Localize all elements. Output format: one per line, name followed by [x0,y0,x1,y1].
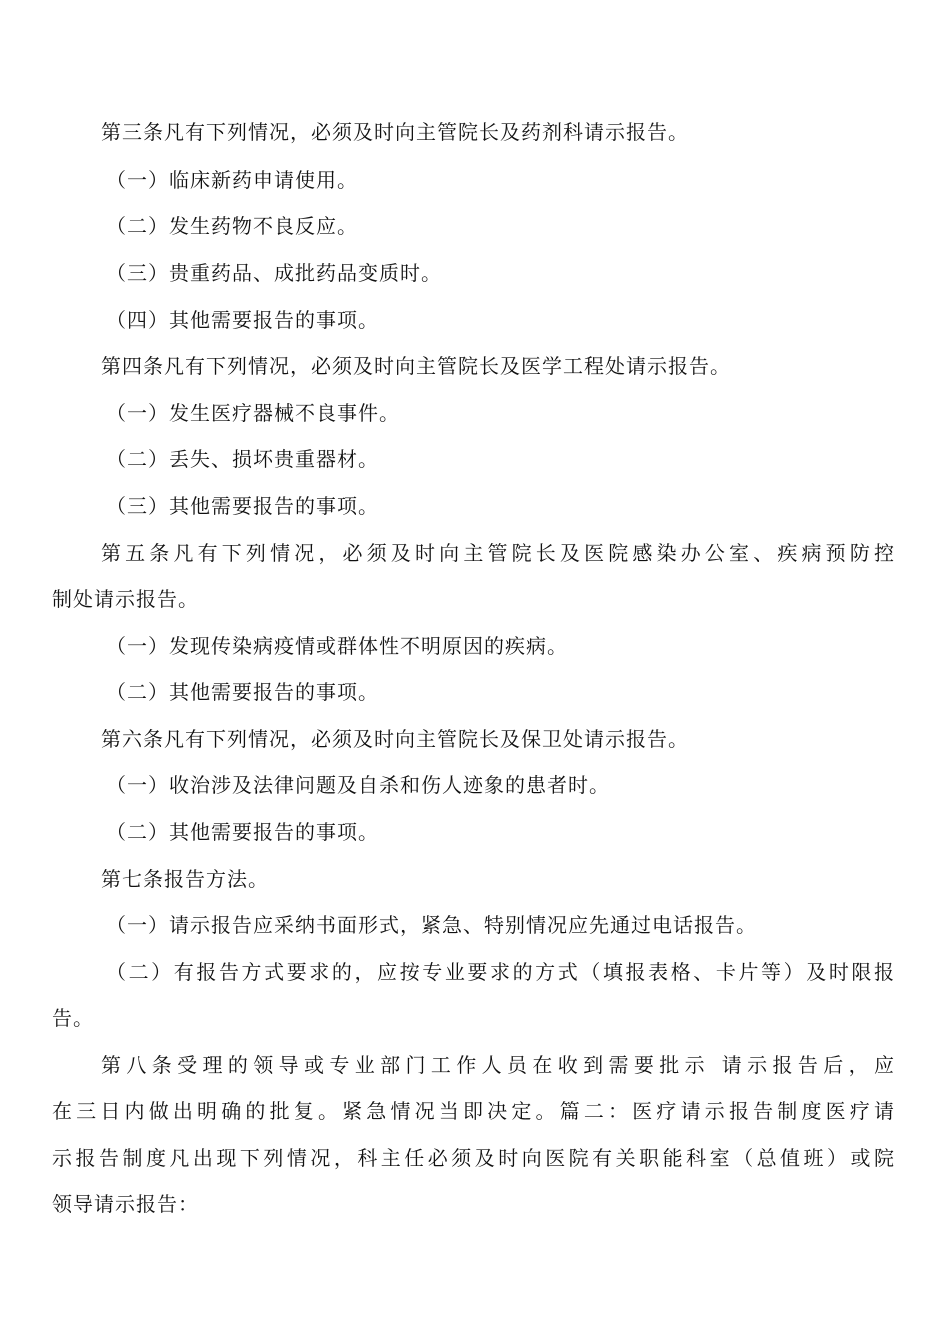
article-6-item-1: （一）收治涉及法律问题及自杀和伤人迹象的患者时。 [106,773,610,797]
article-4-heading: 第四条凡有下列情况，必须及时向主管院长及医学工程处请示报告。 [101,354,731,378]
article-7-item-2-line-2: 告。 [52,1006,94,1030]
article-3-item-1: （一）临床新药申请使用。 [106,168,358,192]
article-7-item-1: （一）请示报告应采纳书面形式，紧急、特别情况应先通过电话报告。 [106,913,757,937]
article-6-heading: 第六条凡有下列情况，必须及时向主管院长及保卫处请示报告。 [101,727,689,751]
article-3-heading: 第三条凡有下列情况，必须及时向主管院长及药剂科请示报告。 [101,120,689,144]
article-7-heading: 第七条报告方法。 [101,867,269,891]
section-2-line-2: 领导请示报告： [52,1192,199,1216]
article-8-line-2: 在三日内做出明确的批复。紧急情况当即决定。篇二：医疗请示报告制度医疗请 [52,1099,894,1123]
article-5-item-1: （一）发现传染病疫情或群体性不明原因的疾病。 [106,634,568,658]
article-4-item-3: （三）其他需要报告的事项。 [106,494,379,518]
article-7-item-2-line-1: （二）有报告方式要求的，应按专业要求的方式（填报表格、卡片等）及时限报 [106,960,894,984]
article-4-item-1: （一）发生医疗器械不良事件。 [106,401,400,425]
article-5-item-2: （二）其他需要报告的事项。 [106,680,379,704]
article-5-heading-line-2: 制处请示报告。 [52,587,199,611]
article-6-item-2: （二）其他需要报告的事项。 [106,820,379,844]
article-5-heading-line-1: 第五条凡有下列情况，必须及时向主管院长及医院感染办公室、疾病预防控 [101,541,894,565]
article-3-item-3: （三）贵重药品、成批药品变质时。 [106,261,442,285]
article-8-line-1: 第八条受理的领导或专业部门工作人员在收到需要批示 请示报告后，应 [101,1053,894,1077]
article-3-item-2: （二）发生药物不良反应。 [106,214,358,238]
article-3-item-4: （四）其他需要报告的事项。 [106,308,379,332]
article-4-item-2: （二）丢失、损坏贵重器材。 [106,447,379,471]
section-2-line-1: 示报告制度凡出现下列情况，科主任必须及时向医院有关职能科室（总值班）或院 [52,1146,894,1170]
